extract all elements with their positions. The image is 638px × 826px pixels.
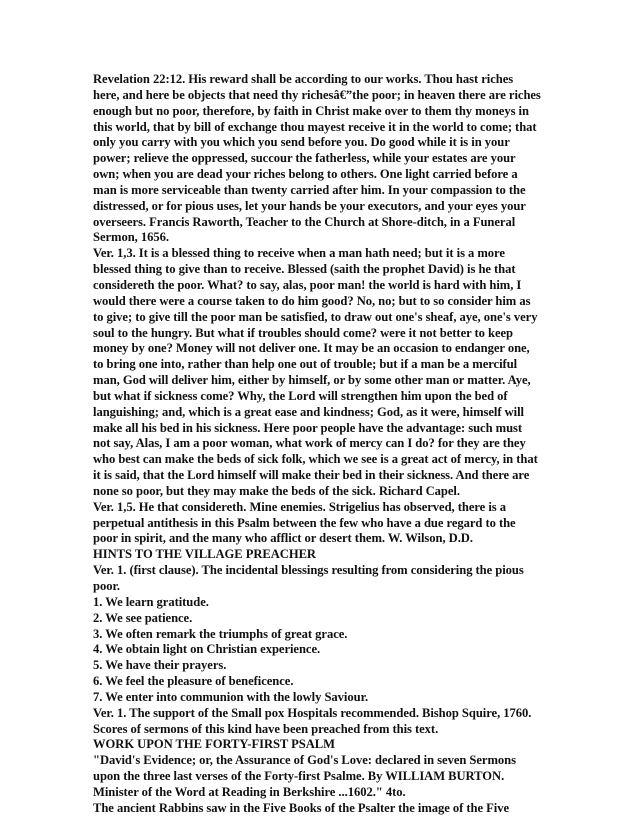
- text-line: languishing; and, which is a great ease and kindness; God, as it were, himself will: [93, 404, 524, 419]
- text-line: perpetual antithesis in this Psalm between the few who have a due regard to the: [93, 515, 516, 530]
- text-line: 7. We enter into communion with the lowly Saviour.: [93, 689, 369, 704]
- text-line: man, God will deliver him, either by himself, or by some other man or matter. Aye,: [93, 373, 531, 388]
- text-line: upon the three last verses of the Forty-first Psalme. By WILLIAM BURTON.: [93, 769, 505, 784]
- text-line: Ver. 1,3. It is a blessed thing to receive when a man hath need; but it is a more: [93, 246, 505, 261]
- text-line: only you carry with you which you send before you. Do good while it is in your: [93, 135, 510, 150]
- text-line: not say, Alas, I am a poor woman, what work of mercy can I do? for they are they: [93, 436, 526, 451]
- text-line: none so poor, but they may make the beds of the sick. Richard Capel.: [93, 483, 460, 498]
- text-line: overseers. Francis Raworth, Teacher to the Church at Shore-ditch, in a Funeral: [93, 214, 516, 229]
- text-line: would there were a course taken to do him good? No, no; but to so consider him as: [93, 293, 531, 308]
- text-line: enough but no poor, therefore, by faith in Christ make over to them thy moneys in: [93, 103, 529, 118]
- text-line: Ver. 1. (first clause). The incidental blessings resulting from considering the pious: [93, 563, 524, 578]
- text-line: make all his bed in his sickness. Here poor people have the advantage: such must: [93, 420, 523, 435]
- text-line: 1. We learn gratitude.: [93, 594, 209, 609]
- text-line: Scores of sermons of this kind have been preached from this text.: [93, 721, 439, 736]
- text-line: this world, that by bill of exchange thou mayest receive it in the world to come; that: [93, 119, 537, 134]
- text-line: poor in spirit, and the many who afflict or desert them. W. Wilson, D.D.: [93, 531, 473, 546]
- text-line: 6. We feel the pleasure of beneficence.: [93, 674, 294, 689]
- text-line: here, and here be objects that need thy richesâ€”the poor; in heaven there are riches: [93, 87, 541, 102]
- text-line: 3. We often remark the triumphs of great grace.: [93, 626, 348, 641]
- text-line: WORK UPON THE FORTY-FIRST PSALM: [93, 737, 335, 752]
- text-line: 5. We have their prayers.: [93, 658, 227, 673]
- text-line: distressed, or for pious uses, let your hands be your executors, and your eyes your: [93, 198, 526, 213]
- text-line: considereth the poor. What? to say, alas, poor man! the world is hard with him, I: [93, 277, 522, 292]
- text-line: to give; to give till the poor man be satisfied, to draw out one's sheaf, aye, one's very: [93, 309, 538, 324]
- document-page: [93, 72, 613, 817]
- text-line: Revelation 22:12. His reward shall be according to our works. Thou hast riches: [93, 72, 514, 86]
- text-line: own; when you are dead your riches belong to others. One light carried before a: [93, 167, 518, 182]
- text-line: soul to the hungry. But what if troubles should come? were it not better to keep: [93, 325, 513, 340]
- text-line: it is said, that the Lord himself will make their bed in their sickness. And there are: [93, 468, 530, 483]
- text-line: "David's Evidence; or, the Assurance of God's Love: declared in seven Sermons: [93, 753, 516, 768]
- text-line: but what if sickness come? Why, the Lord will strengthen him upon the bed of: [93, 388, 508, 403]
- text-line: blessed thing to give than to receive. Blessed (saith the prophet David) is he that: [93, 262, 516, 277]
- text-line: HINTS TO THE VILLAGE PREACHER: [93, 547, 316, 562]
- text-line: Minister of the Word at Reading in Berkshire ...1602." 4to.: [93, 784, 406, 799]
- text-line: Ver. 1. The support of the Small pox Hospitals recommended. Bishop Squire, 1760.: [93, 705, 532, 720]
- text-line: Sermon, 1656.: [93, 230, 169, 245]
- text-line: money by one? Money will not deliver one. It may be an occasion to endanger one,: [93, 341, 530, 356]
- text-line: 2. We see patience.: [93, 610, 193, 625]
- text-line: The ancient Rabbins saw in the Five Books of the Psalter the image of the Five: [93, 800, 509, 815]
- text-line: poor.: [93, 579, 120, 593]
- text-line: power; relieve the oppressed, succour the fatherless, while your estates are your: [93, 151, 516, 166]
- text-line: Ver. 1,5. He that considereth. Mine enemies. Strigelius has observed, there is a: [93, 499, 506, 514]
- text-line: man is more serviceable than twenty carried after him. In your compassion to the: [93, 182, 526, 197]
- text-line: who best can make the beds of sick folk, which we see is a great act of mercy, in that: [93, 452, 538, 467]
- text-line: to bring one into, rather than help one out of trouble; but if a man be a merciful: [93, 357, 518, 372]
- text-line: 4. We obtain light on Christian experience.: [93, 642, 321, 657]
